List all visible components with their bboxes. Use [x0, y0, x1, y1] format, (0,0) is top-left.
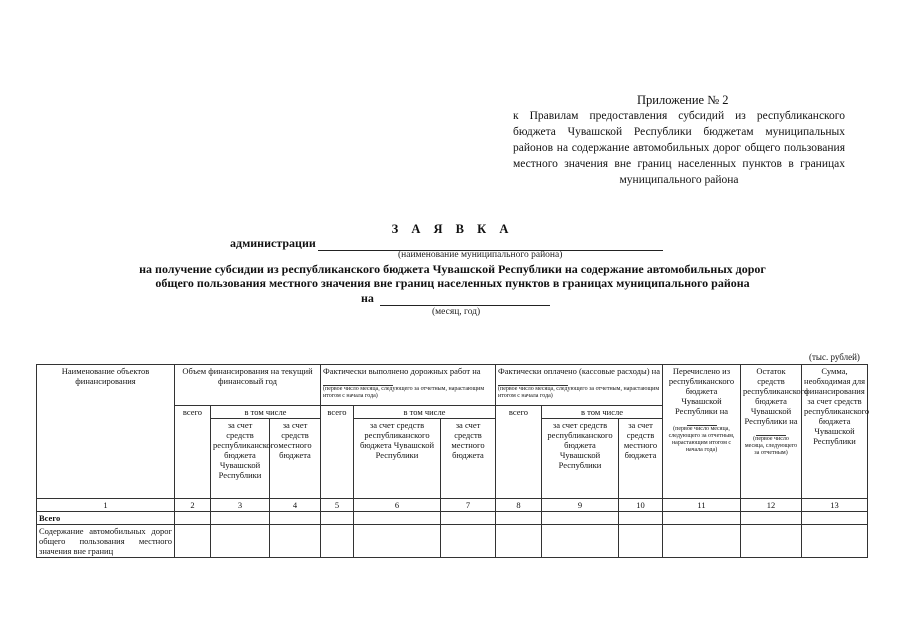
header-volume-local: за счет средств местного бюджета — [270, 419, 321, 499]
month-input-line[interactable] — [380, 294, 550, 306]
month-hint: (месяц, год) — [432, 307, 481, 317]
header-remainder-label: Остаток средств республиканского бюджета Чувашской Республики на — [743, 366, 809, 426]
header-volume-including: в том числе — [211, 406, 321, 419]
header-paid-local: за счет средств местного бюджета — [619, 419, 663, 499]
header-paid-rep: за счет средств республиканского бюджета Чувашской Республики — [542, 419, 619, 499]
application-table — [36, 364, 868, 558]
column-number: 6 — [354, 499, 441, 512]
column-number: 13 — [802, 499, 868, 512]
table-row-total — [37, 512, 868, 525]
admin-line — [230, 236, 663, 251]
admin-label: администрации — [230, 236, 316, 250]
column-number: 5 — [321, 499, 354, 512]
month-label: на — [361, 291, 374, 305]
column-number: 11 — [663, 499, 741, 512]
header-paid-label: Фактически оплачено (кассовые расходы) на — [498, 366, 660, 376]
admin-hint: (наименование муниципального района) — [398, 250, 563, 260]
row-maintenance-label: Содержание автомобильных дорог общего пользования местного значения вне границ — [37, 525, 175, 558]
header-names: Наименование объектов финансирования — [37, 365, 175, 499]
header-done-total: всего — [321, 406, 354, 499]
row-total-label: Всего — [37, 512, 175, 525]
appendix-text: к Правилам предоставления субсидий из республиканского бюджета Чувашской Республики бюджетам муниципальных районов на содержание автомобильных дорог общего пользования местного значения вне границ населенных пунктов в границах муниципального района — [513, 110, 845, 186]
column-number: 4 — [270, 499, 321, 512]
header-done — [321, 365, 496, 406]
column-numbers-row — [37, 499, 868, 512]
units-label: (тыс. рублей) — [809, 352, 860, 362]
subject-line-1: на получение субсидии из республиканского бюджета Чувашской Республики на содержание автомобильных дорог — [139, 262, 766, 276]
header-done-including: в том числе — [354, 406, 496, 419]
header-transferred-label: Перечислено из республиканского бюджета Чувашской Республики на — [668, 366, 735, 416]
header-transferred — [663, 365, 741, 499]
header-done-rep: за счет средств республиканского бюджета Чувашской Республики — [354, 419, 441, 499]
column-number: 12 — [741, 499, 802, 512]
header-done-hint: (первое число месяца, следующего за отчетным, нарастающим итогом с начала года) — [323, 386, 485, 399]
header-paid-hint: (первое число месяца, следующего за отчетным, нарастающим итогом с начала года) — [498, 386, 660, 399]
header-done-label: Фактически выполнено дорожных работ на — [323, 366, 481, 376]
column-number: 3 — [211, 499, 270, 512]
header-paid — [496, 365, 663, 406]
header-remainder-hint: (первое число месяца, следующего за отчетным) — [744, 436, 798, 456]
month-line — [361, 291, 550, 306]
table-row-maintenance — [37, 525, 868, 558]
header-required: Сумма, необходимая для финансирования за счет средств республиканского бюджета Чувашской Республики — [802, 365, 868, 499]
column-number: 2 — [175, 499, 211, 512]
header-done-local: за счет средств местного бюджета — [441, 419, 496, 499]
subject — [0, 262, 905, 290]
header-remainder — [741, 365, 809, 499]
column-number: 7 — [441, 499, 496, 512]
column-number: 9 — [542, 499, 619, 512]
column-number: 8 — [496, 499, 542, 512]
appendix-title: Приложение № 2 — [637, 93, 729, 107]
header-paid-including: в том числе — [542, 406, 663, 419]
document-title: З А Я В К А — [391, 222, 514, 236]
header-volume-rep: за счет средств республиканского бюджета Чувашской Республики — [211, 419, 270, 499]
column-number: 10 — [619, 499, 663, 512]
subject-line-2: общего пользования местного значения вне границ населенных пунктов в границах муниципального района — [155, 276, 750, 290]
header-volume-total: всего — [175, 406, 211, 499]
column-number: 1 — [37, 499, 175, 512]
header-paid-total: всего — [496, 406, 542, 499]
header-transferred-hint: (первое число месяца, следующего за отчетным, нарастающим итогом с начала года) — [668, 426, 735, 453]
header-volume: Объем финансирования на текущий финансовый год — [175, 365, 321, 406]
